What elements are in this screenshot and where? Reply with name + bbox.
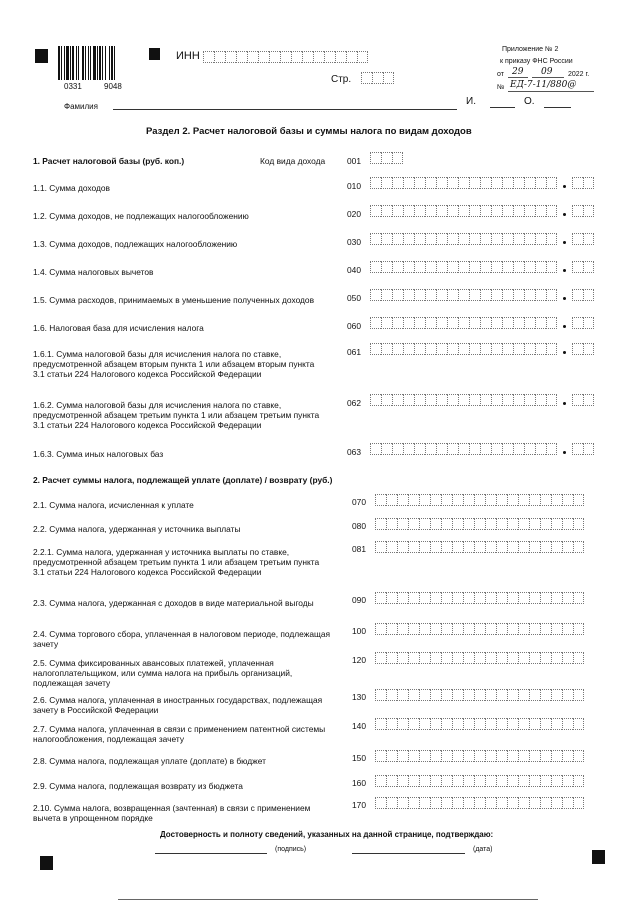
part2-row-amount-field[interactable] — [375, 518, 584, 530]
decimal-point — [563, 185, 566, 188]
income-code-label: Код вида дохода — [260, 156, 326, 166]
appendix-date-month: 09 — [541, 67, 553, 77]
part1-row-rubles-field[interactable] — [370, 205, 557, 217]
part2-row-label: 2.2.1. Сумма налога, удержанная у источника выплаты по ставке, предусмотренной абзацем третьим пункта 1 или абзацем третьим пункта 3.1 статьи 224 Налогового кодекса Российской Федерации — [33, 547, 320, 577]
decimal-point — [563, 241, 566, 244]
corner-marker-bottom-right — [592, 850, 605, 864]
surname-label: Фамилия — [64, 102, 98, 111]
part2-row-code: 170 — [352, 800, 366, 810]
part2-row-label: 2.6. Сумма налога, уплаченная в иностранных государствах, подлежащая зачету в Российской Федерации — [33, 695, 323, 715]
part2-row-amount-field[interactable] — [375, 750, 584, 762]
patronymic-initial-field[interactable] — [544, 107, 571, 108]
appendix-line2: к приказу ФНС России — [500, 58, 573, 65]
inn-label: ИНН — [176, 50, 200, 62]
part1-row-code: 063 — [347, 447, 361, 457]
signature-field[interactable] — [155, 853, 267, 854]
part1-row-code: 040 — [347, 265, 361, 275]
appendix-date-day: 29 — [512, 67, 524, 77]
barcode-number-right: 9048 — [104, 82, 122, 91]
part1-row-kopecks-field[interactable] — [572, 394, 594, 406]
part1-row-kopecks-field[interactable] — [572, 317, 594, 329]
appendix-date-year: 2022 г. — [568, 71, 590, 78]
part1-row-code: 020 — [347, 209, 361, 219]
part2-row-amount-field[interactable] — [375, 797, 584, 809]
surname-field[interactable] — [113, 109, 457, 110]
part2-row-amount-field[interactable] — [375, 652, 584, 664]
part2-row-code: 140 — [352, 721, 366, 731]
part2-row-code: 130 — [352, 692, 366, 702]
part1-heading: 1. Расчет налоговой базы (руб. коп.) — [33, 156, 185, 166]
part1-row-label: 1.6.1. Сумма налоговой базы для исчисления налога по ставке, предусмотренной абзацем вторым пункта 1 или абзацем вторым пункта 3.1 статьи 224 Налогового кодекса Российской Федерации — [33, 349, 315, 379]
part1-row-label: 1.2. Сумма доходов, не подлежащих налогообложению — [33, 211, 249, 221]
part2-row-label: 2.5. Сумма фиксированных авансовых платежей, уплаченная налогоплательщиком, или сумма налога на прибыль организаций, подлежащая зачету — [33, 658, 293, 688]
page-label: Стр. — [331, 74, 352, 85]
part2-row-code: 160 — [352, 778, 366, 788]
part2-row-label: 2.1. Сумма налога, исчисленная к уплате — [33, 500, 194, 510]
part2-row-label: 2.8. Сумма налога, подлежащая уплате (доплате) в бюджет — [33, 756, 266, 766]
decimal-point — [563, 351, 566, 354]
part2-row-label: 2.4. Сумма торгового сбора, уплаченная в налоговом периоде, подлежащая зачету — [33, 629, 331, 649]
decimal-point — [563, 325, 566, 328]
part1-row-code: 061 — [347, 347, 361, 357]
part1-row-rubles-field[interactable] — [370, 394, 557, 406]
inn-field[interactable] — [203, 51, 368, 63]
corner-marker-top-mid — [149, 48, 160, 60]
certify-text: Достоверность и полноту сведений, указанных на данной странице, подтверждаю: — [160, 830, 494, 839]
part2-row-amount-field[interactable] — [375, 623, 584, 635]
part1-row-label: 1.4. Сумма налоговых вычетов — [33, 267, 154, 277]
part2-row-code: 120 — [352, 655, 366, 665]
barcode-number-left: 0331 — [64, 82, 82, 91]
part1-row-rubles-field[interactable] — [370, 317, 557, 329]
part2-row-amount-field[interactable] — [375, 775, 584, 787]
part2-row-code: 080 — [352, 521, 366, 531]
part1-row-kopecks-field[interactable] — [572, 261, 594, 273]
part1-row-rubles-field[interactable] — [370, 233, 557, 245]
part1-row-label: 1.6.2. Сумма налоговой базы для исчисления налога по ставке, предусмотренной абзацем третьим пункта 1 или абзацем третьим пункта 3.1 статьи 224 Налогового кодекса Российской Федерации — [33, 400, 320, 430]
name-initial-label: И. — [466, 96, 476, 107]
patronymic-initial-label: О. — [524, 96, 535, 107]
part1-row-kopecks-field[interactable] — [572, 177, 594, 189]
part1-row-code: 060 — [347, 321, 361, 331]
decimal-point — [563, 297, 566, 300]
part1-row-kopecks-field[interactable] — [572, 289, 594, 301]
part2-row-code: 070 — [352, 497, 366, 507]
part2-row-amount-field[interactable] — [375, 494, 584, 506]
part2-row-amount-field[interactable] — [375, 541, 584, 553]
part1-row-kopecks-field[interactable] — [572, 205, 594, 217]
part2-row-amount-field[interactable] — [375, 689, 584, 701]
name-initial-field[interactable] — [490, 107, 515, 108]
part2-row-code: 100 — [352, 626, 366, 636]
part1-row-kopecks-field[interactable] — [572, 443, 594, 455]
date-label: (дата) — [473, 846, 493, 853]
part1-row-rubles-field[interactable] — [370, 343, 557, 355]
part2-row-code: 150 — [352, 753, 366, 763]
part2-row-code: 081 — [352, 544, 366, 554]
part1-row-label: 1.6.3. Сумма иных налоговых баз — [33, 449, 164, 459]
part2-row-label: 2.2. Сумма налога, удержанная у источника выплаты — [33, 524, 241, 534]
part1-row-label: 1.5. Сумма расходов, принимаемых в уменьшение полученных доходов — [33, 295, 315, 305]
barcode — [58, 46, 138, 80]
corner-marker-top-left — [35, 49, 48, 63]
part1-row-rubles-field[interactable] — [370, 261, 557, 273]
decimal-point — [563, 213, 566, 216]
part1-row-code: 030 — [347, 237, 361, 247]
part1-row-label: 1.1. Сумма доходов — [33, 183, 110, 193]
part1-row-rubles-field[interactable] — [370, 177, 557, 189]
decimal-point — [563, 451, 566, 454]
date-field[interactable] — [352, 853, 465, 854]
part1-row-label: 1.6. Налоговая база для исчисления налога — [33, 323, 204, 333]
bottom-edge-line — [118, 899, 538, 900]
income-code-line: 001 — [347, 156, 361, 166]
part1-row-rubles-field[interactable] — [370, 443, 557, 455]
part1-row-code: 050 — [347, 293, 361, 303]
appendix-no-value: ЕД-7-11/880@ — [510, 80, 577, 90]
section-title: Раздел 2. Расчет налоговой базы и суммы налога по видам доходов — [146, 126, 472, 137]
income-code-field[interactable] — [370, 152, 403, 164]
part2-row-amount-field[interactable] — [375, 592, 584, 604]
part2-heading: 2. Расчет суммы налога, подлежащей уплате (доплате) / возврату (руб.) — [33, 475, 333, 485]
page-number-field[interactable] — [361, 72, 394, 84]
signature-label: (подпись) — [275, 846, 307, 853]
part2-row-code: 090 — [352, 595, 366, 605]
part1-row-rubles-field[interactable] — [370, 289, 557, 301]
appendix-no-label: № — [497, 84, 505, 91]
part2-row-label: 2.10. Сумма налога, возвращенная (зачтенная) в связи с применением вычета в упрощенном порядке — [33, 803, 311, 823]
decimal-point — [563, 269, 566, 272]
part2-row-label: 2.3. Сумма налога, удержанная с доходов в виде материальной выгоды — [33, 598, 314, 608]
part2-row-label: 2.7. Сумма налога, уплаченная в связи с применением патентной системы налогообложения, подлежащая зачету — [33, 724, 326, 744]
part2-row-label: 2.9. Сумма налога, подлежащая возврату из бюджета — [33, 781, 243, 791]
part1-row-code: 062 — [347, 398, 361, 408]
part1-row-kopecks-field[interactable] — [572, 233, 594, 245]
part1-row-label: 1.3. Сумма доходов, подлежащих налогообложению — [33, 239, 238, 249]
corner-marker-bottom-left — [40, 856, 53, 870]
appendix-from: от — [497, 71, 504, 78]
part1-row-kopecks-field[interactable] — [572, 343, 594, 355]
part1-row-code: 010 — [347, 181, 361, 191]
appendix-line1: Приложение № 2 — [502, 46, 559, 53]
part2-row-amount-field[interactable] — [375, 718, 584, 730]
decimal-point — [563, 402, 566, 405]
